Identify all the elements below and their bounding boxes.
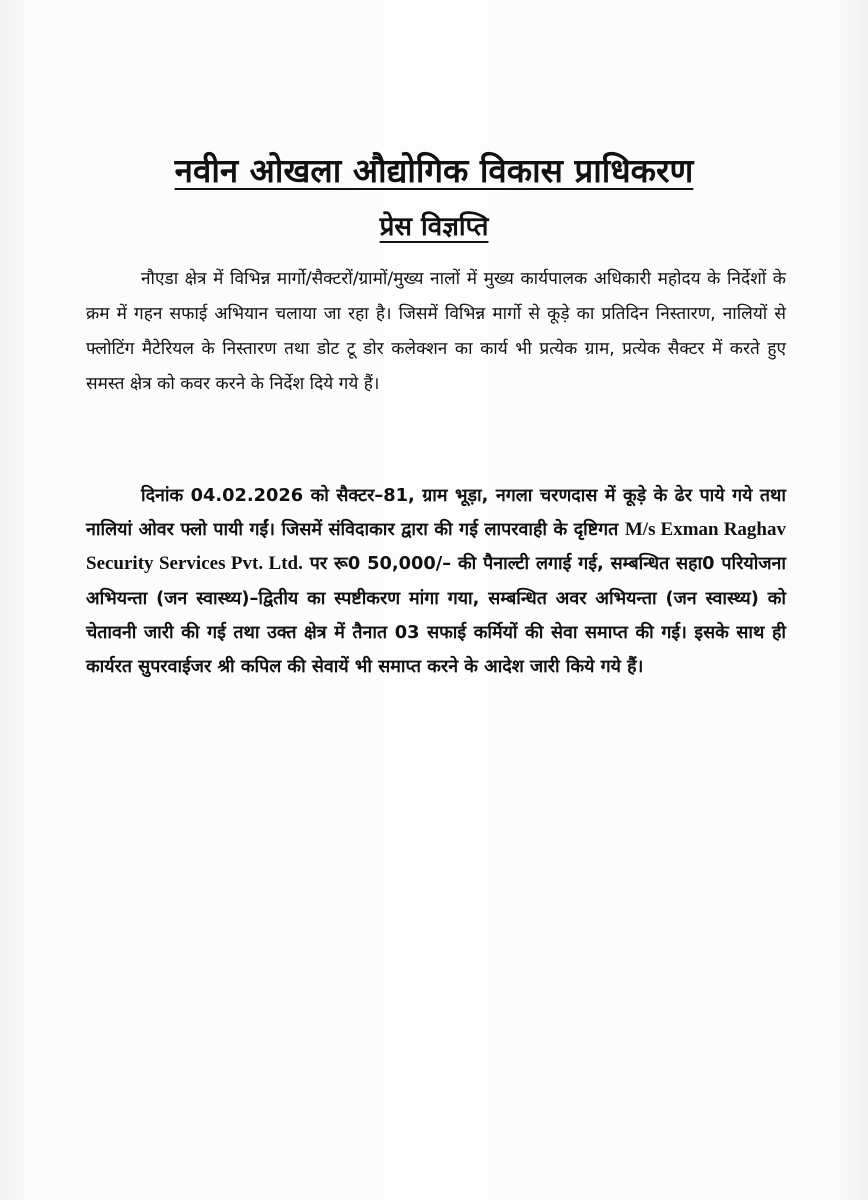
penalty-action-paragraph <box>86 479 786 684</box>
contractor-company-name: M/s Exman Raghav Security Services Pvt. Ltd. <box>86 519 786 575</box>
press-release-heading-text: प्रेस विज्ञप्ति <box>379 212 489 242</box>
penalty-paragraph-intro: दिनांक 04.02.2026 को सैक्टर–81, ग्राम भूड़ा, नगला चरणदास में कूड़े के ढेर पाये गये तथा नालियां ओवर फ्लो पायी गईं। जिसमें संविदाकार द्वारा की गई लापरवाही के दृष्टिगत <box>86 485 786 541</box>
press-release-heading <box>0 203 868 251</box>
penalty-paragraph-details: पर रू0 50,000/– की पैनाल्टी लगाई गई, सम्बन्धित सहा0 परियोजना अभियन्ता (जन स्वास्थ्य)–द्वितीय का स्पष्टीकरण मांगा गया, सम्बन्धित अवर अभियन्ता (जन स्वास्थ्य) को चेतावनी जारी की गई तथा उक्त क्षेत्र में तैनात 03 सफाई कर्मियों की सेवा समाप्त की गई। इसके साथ ही कार्यरत सुपरवाईजर श्री कपिल की सेवायें भी समाप्त करने के आदेश जारी किये गये हैं। <box>86 553 786 678</box>
authority-title <box>0 145 868 197</box>
authority-title-text: नवीन ओखला औद्योगिक विकास प्राधिकरण <box>174 151 694 190</box>
cleanliness-drive-paragraph: नौएडा क्षेत्र में विभिन्न मार्गो/सैक्टरों/ग्रामों/मुख्य नालों में मुख्य कार्यपालक अधिकारी महोदय के निर्देशों के क्रम में गहन सफाई अभियान चलाया जा रहा है। जिसमें विभिन्न मार्गो से कूड़े का प्रतिदिन निस्तारण, नालियों से फ्लोटिंग मैटेरियल के निस्तारण तथा डोट टू डोर कलेक्शन का कार्य भी प्रत्येक ग्राम, प्रत्येक सैक्टर में करते हुए समस्त क्षेत्र को कवर करने के निर्देश दिये गये हैं। <box>86 269 786 394</box>
